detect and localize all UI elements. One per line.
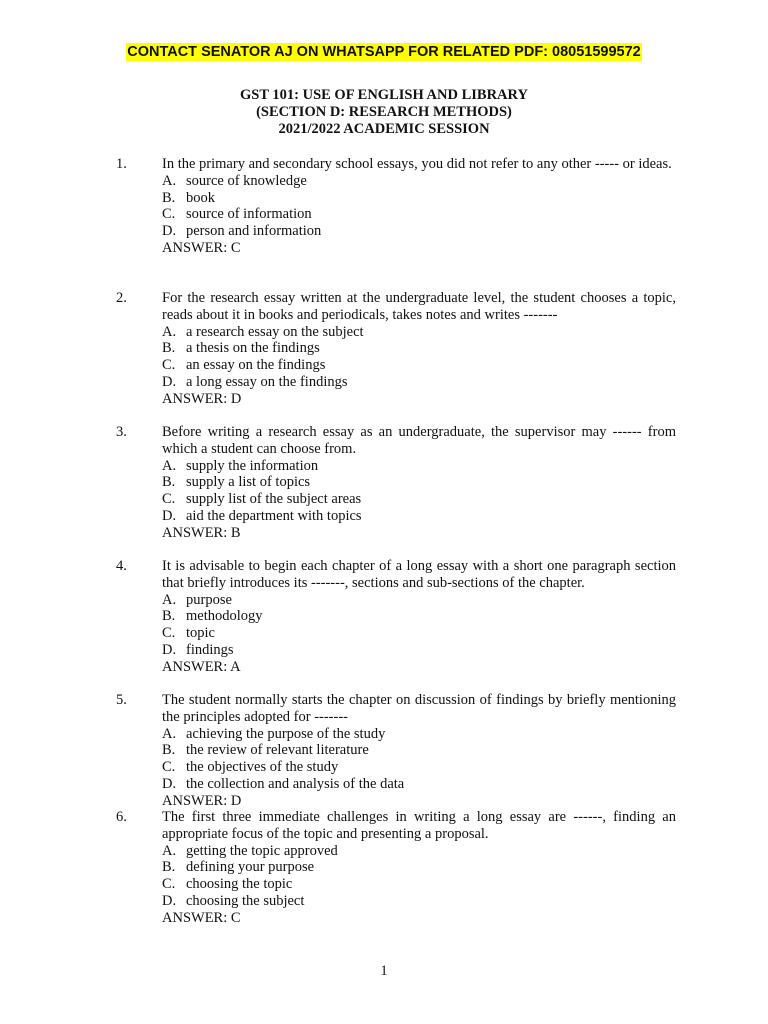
question-stem: The first three immediate challenges in writing a long essay are ------, finding an appropriate focus of the topic and presenting a proposal. <box>162 809 676 842</box>
option-c <box>162 759 676 776</box>
option-letter: B. <box>162 474 176 491</box>
option-d <box>162 776 676 793</box>
title-line-3: 2021/2022 ACADEMIC SESSION <box>278 120 490 137</box>
option-letter: D. <box>162 507 177 524</box>
option-c <box>162 206 676 223</box>
question-stem: For the research essay written at the undergraduate level, the student chooses a topic, reads about it in books and periodicals, takes notes and writes ------- <box>162 290 676 323</box>
option-text: findings <box>186 641 234 658</box>
option-b <box>162 340 676 357</box>
option-a <box>162 592 676 609</box>
option-text: choosing the topic <box>186 876 293 893</box>
option-letter: C. <box>162 876 176 893</box>
answer-line: ANSWER: C <box>162 239 241 256</box>
option-letter: A. <box>162 591 177 608</box>
option-b <box>162 608 676 625</box>
option-text: aid the department with topics <box>186 507 362 524</box>
question-number: 1. <box>116 156 127 172</box>
option-letter: D. <box>162 892 177 909</box>
option-letter: D. <box>162 641 177 658</box>
option-letter: C. <box>162 625 176 642</box>
answer-line: ANSWER: B <box>162 524 241 541</box>
option-text: the objectives of the study <box>186 759 339 776</box>
document-title <box>0 87 768 137</box>
option-text: source of information <box>186 206 312 223</box>
question-4 <box>116 558 676 676</box>
option-d <box>162 508 676 525</box>
option-text: supply a list of topics <box>186 474 311 491</box>
option-a <box>162 458 676 475</box>
option-text: person and information <box>186 223 322 240</box>
option-letter: B. <box>162 859 176 876</box>
question-stem: The student normally starts the chapter on discussion of findings by briefly mentioning the principles adopted for ------- <box>162 692 676 725</box>
question-5 <box>116 692 676 810</box>
title-line-2: (SECTION D: RESEARCH METHODS) <box>256 103 512 120</box>
answer-line: ANSWER: C <box>162 909 241 926</box>
option-a <box>162 726 676 743</box>
option-letter: B. <box>162 608 176 625</box>
option-letter: C. <box>162 357 176 374</box>
option-letter: A. <box>162 842 177 859</box>
question-2 <box>116 290 676 408</box>
question-number: 3. <box>116 424 127 440</box>
option-d <box>162 893 676 910</box>
question-stem: Before writing a research essay as an undergraduate, the supervisor may ------ from which a student can choose from. <box>162 424 676 457</box>
option-c <box>162 625 676 642</box>
option-text: the collection and analysis of the data <box>186 775 405 792</box>
answer-line: ANSWER: A <box>162 658 241 675</box>
option-text: the review of relevant literature <box>186 742 369 759</box>
option-a <box>162 173 676 190</box>
option-letter: B. <box>162 742 176 759</box>
option-d <box>162 223 676 240</box>
option-letter: D. <box>162 373 177 390</box>
question-number: 6. <box>116 809 127 825</box>
contact-banner <box>0 42 768 62</box>
option-text: choosing the subject <box>186 892 305 909</box>
option-letter: B. <box>162 340 176 357</box>
option-letter: C. <box>162 491 176 508</box>
option-text: a research essay on the subject <box>186 323 364 340</box>
option-letter: D. <box>162 775 177 792</box>
option-c <box>162 357 676 374</box>
question-stem: It is advisable to begin each chapter of a long essay with a short one paragraph section that briefly introduces its -------, sections and sub-sections of the chapter. <box>162 558 676 591</box>
option-d <box>162 374 676 391</box>
contact-banner-text: CONTACT SENATOR AJ ON WHATSAPP FOR RELATED PDF: 08051599572 <box>127 44 641 60</box>
title-line-1: GST 101: USE OF ENGLISH AND LIBRARY <box>240 87 528 103</box>
option-letter: C. <box>162 759 176 776</box>
option-text: achieving the purpose of the study <box>186 725 386 742</box>
option-letter: A. <box>162 457 177 474</box>
question-number: 5. <box>116 692 127 708</box>
question-stem: In the primary and secondary school essays, you did not refer to any other ----- or ideas. <box>162 156 672 172</box>
option-d <box>162 642 676 659</box>
question-number: 4. <box>116 558 127 574</box>
option-text: an essay on the findings <box>186 357 326 374</box>
option-text: methodology <box>186 608 263 625</box>
option-letter: C. <box>162 206 176 223</box>
question-number: 2. <box>116 290 127 306</box>
option-text: defining your purpose <box>186 859 315 876</box>
option-b <box>162 742 676 759</box>
option-a <box>162 324 676 341</box>
option-text: book <box>186 189 215 206</box>
option-b <box>162 190 676 207</box>
option-letter: A. <box>162 172 177 189</box>
option-text: getting the topic approved <box>186 842 338 859</box>
option-text: supply list of the subject areas <box>186 491 362 508</box>
option-b <box>162 859 676 876</box>
answer-line: ANSWER: D <box>162 390 242 407</box>
option-letter: D. <box>162 223 177 240</box>
option-letter: A. <box>162 725 177 742</box>
page-number: 1 <box>380 963 388 979</box>
option-text: topic <box>186 625 215 642</box>
option-c <box>162 876 676 893</box>
option-text: supply the information <box>186 457 319 474</box>
option-text: source of knowledge <box>186 172 307 189</box>
answer-line: ANSWER: D <box>162 792 242 809</box>
option-a <box>162 843 676 860</box>
option-b <box>162 474 676 491</box>
option-text: a thesis on the findings <box>186 340 320 357</box>
option-text: purpose <box>186 591 232 608</box>
question-1 <box>116 156 676 257</box>
option-c <box>162 491 676 508</box>
question-6 <box>116 809 676 927</box>
option-letter: A. <box>162 323 177 340</box>
option-text: a long essay on the findings <box>186 373 348 390</box>
option-letter: B. <box>162 189 176 206</box>
question-3 <box>116 424 676 542</box>
